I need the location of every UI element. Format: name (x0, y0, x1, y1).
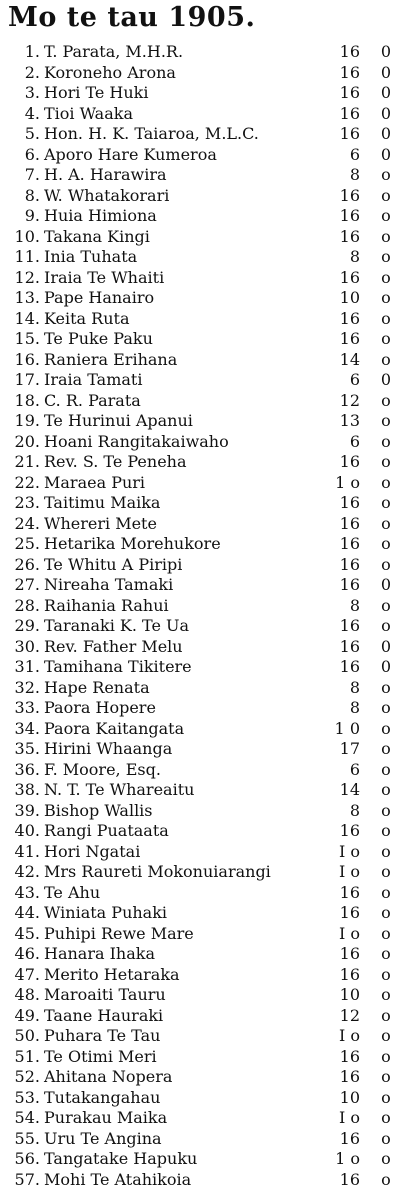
entry-number: 38. (6, 780, 40, 801)
list-item (0, 145, 412, 166)
list-item (0, 493, 412, 514)
entry-amount-pence: o (366, 391, 406, 412)
entry-name: Maroaiti Tauru (44, 985, 166, 1006)
entry-name: Paora Hopere (44, 698, 156, 719)
entry-number: 48. (6, 985, 40, 1006)
entry-amount-pence: 0 (366, 104, 406, 125)
entry-name: Rev. Father Melu (44, 637, 183, 658)
list-item (0, 596, 412, 617)
list-item (0, 370, 412, 391)
entry-number: 12. (6, 268, 40, 289)
list-item (0, 1129, 412, 1150)
entry-number: 6. (6, 145, 40, 166)
entry-number: 51. (6, 1047, 40, 1068)
entry-amount-shillings: I o (318, 842, 360, 863)
list-item (0, 1170, 412, 1190)
entry-amount-shillings: 10 (318, 288, 360, 309)
entry-amount-shillings: 16 (318, 452, 360, 473)
list-item (0, 186, 412, 207)
entry-amount-shillings: 6 (318, 432, 360, 453)
list-item (0, 698, 412, 719)
entry-name: Maraea Puri (44, 473, 145, 494)
entry-amount-shillings: 8 (318, 801, 360, 822)
entry-amount-pence: o (366, 760, 406, 781)
entry-amount-shillings: 16 (318, 883, 360, 904)
entry-number: 22. (6, 473, 40, 494)
entry-number: 1. (6, 42, 40, 63)
entry-amount-shillings: 14 (318, 780, 360, 801)
entry-amount-shillings: 6 (318, 145, 360, 166)
entry-amount-pence: o (366, 329, 406, 350)
entry-number: 42. (6, 862, 40, 883)
entry-number: 47. (6, 965, 40, 986)
entry-number: 41. (6, 842, 40, 863)
entry-amount-shillings: 16 (318, 1067, 360, 1088)
list-item (0, 555, 412, 576)
entry-name: Mohi Te Atahikoia (44, 1170, 191, 1190)
subscriber-list (0, 42, 412, 1190)
list-item (0, 944, 412, 965)
entry-amount-pence: o (366, 411, 406, 432)
entry-number: 53. (6, 1088, 40, 1109)
entry-amount-pence: o (366, 268, 406, 289)
list-item (0, 432, 412, 453)
entry-amount-pence: o (366, 780, 406, 801)
entry-name: Keita Ruta (44, 309, 129, 330)
entry-amount-shillings: 16 (318, 903, 360, 924)
entry-number: 49. (6, 1006, 40, 1027)
list-item (0, 883, 412, 904)
entry-amount-pence: 0 (366, 124, 406, 145)
entry-amount-pence: o (366, 719, 406, 740)
entry-name: Hon. H. K. Taiaroa, M.L.C. (44, 124, 259, 145)
entry-number: 5. (6, 124, 40, 145)
entry-amount-shillings: 16 (318, 63, 360, 84)
entry-name: Hape Renata (44, 678, 150, 699)
entry-name: Hetarika Morehukore (44, 534, 221, 555)
entry-number: 8. (6, 186, 40, 207)
entry-number: 33. (6, 698, 40, 719)
entry-number: 32. (6, 678, 40, 699)
entry-amount-pence: o (366, 1129, 406, 1150)
entry-name: Huia Himiona (44, 206, 157, 227)
list-item (0, 391, 412, 412)
entry-name: Winiata Puhaki (44, 903, 167, 924)
entry-amount-shillings: 16 (318, 206, 360, 227)
entry-name: Purakau Maika (44, 1108, 167, 1129)
entry-amount-shillings: 16 (318, 493, 360, 514)
entry-name: Te Ahu (44, 883, 100, 904)
entry-amount-shillings: 8 (318, 247, 360, 268)
entry-amount-shillings: 1 o (318, 473, 360, 494)
entry-amount-shillings: 16 (318, 268, 360, 289)
entry-amount-pence: o (366, 493, 406, 514)
entry-number: 23. (6, 493, 40, 514)
entry-name: F. Moore, Esq. (44, 760, 161, 781)
entry-number: 50. (6, 1026, 40, 1047)
list-item (0, 965, 412, 986)
entry-name: W. Whatakorari (44, 186, 169, 207)
list-item (0, 1108, 412, 1129)
entry-number: 19. (6, 411, 40, 432)
entry-amount-shillings: 16 (318, 944, 360, 965)
entry-name: Te Puke Paku (44, 329, 153, 350)
entry-amount-shillings: 16 (318, 821, 360, 842)
entry-amount-pence: 0 (366, 370, 406, 391)
entry-amount-pence: o (366, 165, 406, 186)
entry-amount-pence: o (366, 432, 406, 453)
entry-amount-pence: o (366, 309, 406, 330)
entry-name: Rangi Puataata (44, 821, 169, 842)
list-item (0, 473, 412, 494)
entry-amount-shillings: 16 (318, 309, 360, 330)
entry-number: 3. (6, 83, 40, 104)
entry-amount-shillings: 16 (318, 965, 360, 986)
list-item (0, 206, 412, 227)
list-item (0, 637, 412, 658)
list-item (0, 739, 412, 760)
entry-number: 56. (6, 1149, 40, 1170)
entry-amount-shillings: I o (318, 862, 360, 883)
entry-number: 17. (6, 370, 40, 391)
entry-number: 55. (6, 1129, 40, 1150)
entry-amount-pence: o (366, 1149, 406, 1170)
entry-name: Tamihana Tikitere (44, 657, 192, 678)
list-item (0, 1149, 412, 1170)
entry-number: 21. (6, 452, 40, 473)
list-item (0, 268, 412, 289)
entry-amount-pence: o (366, 1108, 406, 1129)
entry-amount-pence: 0 (366, 42, 406, 63)
list-item (0, 678, 412, 699)
entry-number: 9. (6, 206, 40, 227)
entry-amount-pence: o (366, 821, 406, 842)
entry-amount-pence: o (366, 924, 406, 945)
entry-name: C. R. Parata (44, 391, 141, 412)
entry-amount-shillings: 16 (318, 124, 360, 145)
entry-amount-shillings: 16 (318, 42, 360, 63)
entry-amount-shillings: 10 (318, 1088, 360, 1109)
entry-name: Bishop Wallis (44, 801, 153, 822)
entry-name: Raihania Rahui (44, 596, 169, 617)
entry-amount-shillings: 13 (318, 411, 360, 432)
list-item (0, 350, 412, 371)
entry-name: N. T. Te Whareaitu (44, 780, 194, 801)
entry-amount-pence: 0 (366, 145, 406, 166)
list-item (0, 83, 412, 104)
page-title: Mo te tau 1905. (8, 2, 255, 33)
entry-amount-pence: o (366, 965, 406, 986)
entry-amount-shillings: 8 (318, 678, 360, 699)
entry-number: 29. (6, 616, 40, 637)
entry-number: 16. (6, 350, 40, 371)
entry-name: Iraia Tamati (44, 370, 142, 391)
entry-name: Merito Hetaraka (44, 965, 180, 986)
entry-number: 10. (6, 227, 40, 248)
entry-number: 34. (6, 719, 40, 740)
entry-amount-pence: o (366, 1006, 406, 1027)
entry-amount-pence: o (366, 186, 406, 207)
list-item (0, 862, 412, 883)
list-item (0, 924, 412, 945)
list-item (0, 411, 412, 432)
list-item (0, 227, 412, 248)
entry-number: 27. (6, 575, 40, 596)
entry-name: Iraia Te Whaiti (44, 268, 164, 289)
entry-amount-shillings: 10 (318, 985, 360, 1006)
entry-amount-pence: o (366, 1047, 406, 1068)
list-item (0, 42, 412, 63)
entry-amount-pence: o (366, 944, 406, 965)
entry-amount-pence: o (366, 903, 406, 924)
entry-name: Pape Hanairo (44, 288, 154, 309)
list-item (0, 903, 412, 924)
entry-number: 43. (6, 883, 40, 904)
entry-number: 4. (6, 104, 40, 125)
entry-amount-pence: o (366, 739, 406, 760)
entry-amount-shillings: 16 (318, 1129, 360, 1150)
entry-number: 54. (6, 1108, 40, 1129)
entry-name: Taane Hauraki (44, 1006, 163, 1027)
entry-amount-pence: o (366, 247, 406, 268)
entry-amount-pence: 0 (366, 63, 406, 84)
entry-number: 40. (6, 821, 40, 842)
list-item (0, 821, 412, 842)
list-item (0, 329, 412, 350)
entry-name: Koroneho Arona (44, 63, 176, 84)
entry-amount-pence: o (366, 452, 406, 473)
entry-name: Uru Te Angina (44, 1129, 162, 1150)
entry-amount-shillings: 12 (318, 1006, 360, 1027)
entry-amount-pence: o (366, 1026, 406, 1047)
entry-amount-shillings: 12 (318, 391, 360, 412)
entry-amount-shillings: 8 (318, 596, 360, 617)
entry-amount-pence: o (366, 1088, 406, 1109)
entry-amount-pence: o (366, 698, 406, 719)
entry-name: Mrs Raureti Mokonuiarangi (44, 862, 271, 883)
entry-name: Taitimu Maika (44, 493, 160, 514)
entry-amount-pence: 0 (366, 575, 406, 596)
entry-amount-shillings: 16 (318, 657, 360, 678)
entry-name: Ahitana Nopera (44, 1067, 172, 1088)
entry-name: Puhipi Rewe Mare (44, 924, 194, 945)
list-item (0, 1047, 412, 1068)
entry-amount-shillings: 16 (318, 83, 360, 104)
entry-amount-shillings: 16 (318, 575, 360, 596)
entry-number: 45. (6, 924, 40, 945)
entry-amount-shillings: 16 (318, 329, 360, 350)
list-item (0, 288, 412, 309)
entry-number: 26. (6, 555, 40, 576)
list-item (0, 1067, 412, 1088)
entry-amount-shillings: I o (318, 1108, 360, 1129)
entry-name: Hanara Ihaka (44, 944, 155, 965)
entry-name: Te Otimi Meri (44, 1047, 157, 1068)
entry-number: 36. (6, 760, 40, 781)
list-item (0, 616, 412, 637)
entry-amount-pence: o (366, 227, 406, 248)
entry-number: 52. (6, 1067, 40, 1088)
entry-amount-pence: o (366, 288, 406, 309)
entry-amount-shillings: 6 (318, 760, 360, 781)
entry-amount-pence: o (366, 801, 406, 822)
entry-number: 44. (6, 903, 40, 924)
list-item (0, 247, 412, 268)
list-item (0, 719, 412, 740)
entry-number: 2. (6, 63, 40, 84)
list-item (0, 165, 412, 186)
list-item (0, 1006, 412, 1027)
entry-number: 18. (6, 391, 40, 412)
list-item (0, 657, 412, 678)
list-item (0, 514, 412, 535)
entry-amount-pence: o (366, 514, 406, 535)
list-item (0, 124, 412, 145)
entry-amount-shillings: 8 (318, 165, 360, 186)
entry-number: 31. (6, 657, 40, 678)
entry-amount-pence: o (366, 596, 406, 617)
entry-name: Raniera Erihana (44, 350, 177, 371)
list-item (0, 985, 412, 1006)
entry-amount-shillings: 16 (318, 616, 360, 637)
entry-number: 25. (6, 534, 40, 555)
entry-amount-shillings: 1 0 (318, 719, 360, 740)
list-item (0, 801, 412, 822)
entry-number: 15. (6, 329, 40, 350)
entry-number: 20. (6, 432, 40, 453)
entry-name: Tangatake Hapuku (44, 1149, 197, 1170)
entry-name: Taranaki K. Te Ua (44, 616, 189, 637)
entry-name: Hirini Whaanga (44, 739, 172, 760)
entry-amount-pence: o (366, 473, 406, 494)
entry-amount-shillings: 8 (318, 698, 360, 719)
entry-name: Inia Tuhata (44, 247, 137, 268)
entry-number: 24. (6, 514, 40, 535)
entry-amount-shillings: 16 (318, 104, 360, 125)
entry-amount-pence: o (366, 534, 406, 555)
entry-name: Hori Te Huki (44, 83, 149, 104)
list-item (0, 760, 412, 781)
entry-name: T. Parata, M.H.R. (44, 42, 183, 63)
entry-name: Te Hurinui Apanui (44, 411, 193, 432)
entry-amount-pence: o (366, 555, 406, 576)
entry-amount-pence: o (366, 206, 406, 227)
entry-amount-shillings: 16 (318, 514, 360, 535)
list-item (0, 780, 412, 801)
list-item (0, 1088, 412, 1109)
list-item (0, 309, 412, 330)
entry-name: Takana Kingi (44, 227, 150, 248)
entry-amount-pence: o (366, 883, 406, 904)
entry-amount-shillings: 16 (318, 1047, 360, 1068)
entry-amount-shillings: 16 (318, 534, 360, 555)
entry-number: 57. (6, 1170, 40, 1190)
entry-number: 46. (6, 944, 40, 965)
entry-number: 30. (6, 637, 40, 658)
entry-amount-shillings: 16 (318, 227, 360, 248)
list-item (0, 104, 412, 125)
entry-name: Rev. S. Te Peneha (44, 452, 187, 473)
entry-amount-shillings: 6 (318, 370, 360, 391)
entry-number: 28. (6, 596, 40, 617)
entry-amount-shillings: I o (318, 924, 360, 945)
entry-amount-pence: o (366, 985, 406, 1006)
entry-number: 39. (6, 801, 40, 822)
entry-name: Puhara Te Tau (44, 1026, 160, 1047)
entry-amount-pence: o (366, 862, 406, 883)
list-item (0, 575, 412, 596)
entry-amount-shillings: 17 (318, 739, 360, 760)
entry-amount-pence: o (366, 1067, 406, 1088)
entry-name: Nireaha Tamaki (44, 575, 173, 596)
entry-number: 35. (6, 739, 40, 760)
list-item (0, 452, 412, 473)
entry-amount-pence: 0 (366, 637, 406, 658)
entry-name: Hori Ngatai (44, 842, 140, 863)
entry-amount-shillings: 16 (318, 1170, 360, 1190)
entry-name: Whereri Mete (44, 514, 157, 535)
entry-amount-pence: 0 (366, 657, 406, 678)
entry-number: 7. (6, 165, 40, 186)
entry-amount-shillings: 16 (318, 555, 360, 576)
entry-amount-shillings: 1 o (318, 1149, 360, 1170)
entry-name: Paora Kaitangata (44, 719, 184, 740)
entry-amount-shillings: I o (318, 1026, 360, 1047)
entry-amount-pence: o (366, 350, 406, 371)
entry-amount-pence: o (366, 842, 406, 863)
entry-amount-pence: o (366, 1170, 406, 1190)
entry-name: Tutakangahau (44, 1088, 160, 1109)
entry-amount-shillings: 16 (318, 637, 360, 658)
entry-number: 14. (6, 309, 40, 330)
list-item (0, 842, 412, 863)
list-item (0, 63, 412, 84)
list-item (0, 534, 412, 555)
entry-name: H. A. Harawira (44, 165, 167, 186)
entry-name: Te Whitu A Piripi (44, 555, 182, 576)
entry-amount-pence: 0 (366, 83, 406, 104)
entry-name: Tioi Waaka (44, 104, 133, 125)
entry-amount-shillings: 14 (318, 350, 360, 371)
entry-amount-shillings: 16 (318, 186, 360, 207)
list-item (0, 1026, 412, 1047)
entry-number: 11. (6, 247, 40, 268)
entry-name: Hoani Rangitakaiwaho (44, 432, 229, 453)
entry-amount-pence: o (366, 678, 406, 699)
entry-amount-pence: o (366, 616, 406, 637)
entry-number: 13. (6, 288, 40, 309)
entry-name: Aporo Hare Kumeroa (44, 145, 217, 166)
